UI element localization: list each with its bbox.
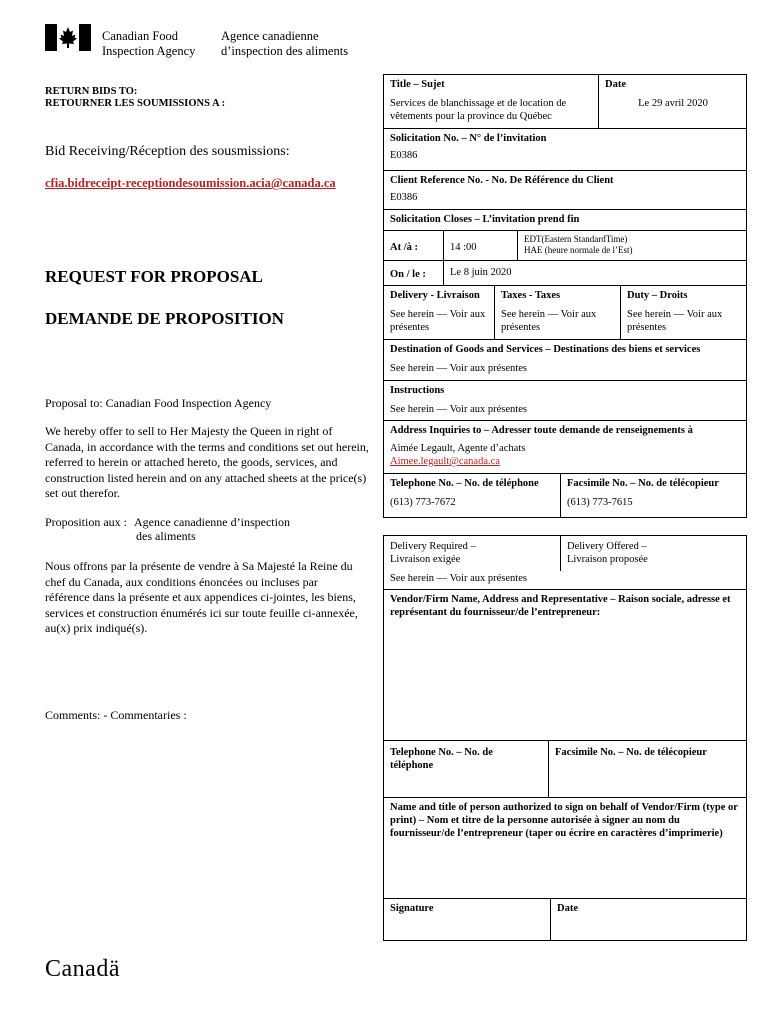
title-field xyxy=(384,75,598,126)
return-bids-heading xyxy=(45,86,225,110)
comments-label: Comments: - Commentaries : xyxy=(45,708,187,722)
client-ref-label: Client Reference No. - No. De Référence du Client xyxy=(390,175,614,186)
vendor-name-input[interactable] xyxy=(384,622,746,738)
closing-date-value: Le 8 juin 2020 xyxy=(450,267,512,278)
taxes-label: Taxes - Taxes xyxy=(501,290,561,301)
proposal-to-fr-line1: Agence canadienne d’inspection xyxy=(134,515,290,529)
solicitation-value: E0386 xyxy=(390,150,418,161)
rfp-title-en: REQUEST FOR PROPOSAL xyxy=(45,267,263,286)
canada-wordmark: Canadä xyxy=(45,956,120,982)
date-field xyxy=(599,75,747,113)
agency-name-en xyxy=(102,29,195,59)
agency-en-line1: Canadian Food xyxy=(102,29,179,43)
facsimile-field xyxy=(561,474,747,512)
bid-receiving-label: Bid Receiving/Réception des sousmissions: xyxy=(45,144,290,159)
duty-value: See herein — Voir aux présentes xyxy=(627,309,723,333)
date-value: Le 29 avril 2020 xyxy=(638,98,708,109)
telephone-value: (613) 773-7672 xyxy=(390,497,456,508)
instructions-label: Instructions xyxy=(390,385,445,396)
timezone-line2: HAE (heure normale de l’Est) xyxy=(524,245,633,255)
vendor-facsimile-label: Facsimile No. – No. de télécopieur xyxy=(555,747,707,758)
client-reference-field xyxy=(384,171,746,207)
taxes-value: See herein — Voir aux présentes xyxy=(501,309,597,333)
vendor-name-label: Vendor/Firm Name, Address and Representative – Raison sociale, adresse et représentant du fournisseur/de l’entrepreneur: xyxy=(390,594,731,618)
signature-date-label: Date xyxy=(557,903,578,914)
taxes-field xyxy=(495,286,620,337)
destination-value: See herein — Voir aux présentes xyxy=(390,363,527,374)
solicitation-closes-label: Solicitation Closes – L’invitation prend fin xyxy=(390,214,580,225)
vendor-telephone-label: Telephone No. – No. de téléphone xyxy=(390,747,493,771)
agency-name-fr xyxy=(221,29,348,59)
signature-label: Signature xyxy=(390,903,434,914)
telephone-field xyxy=(384,474,560,512)
rfp-title-fr: DEMANDE DE PROPOSITION xyxy=(45,309,284,328)
timezone-line1: EDT(Eastern StandardTime) xyxy=(524,234,628,244)
inquiries-field xyxy=(384,421,746,471)
telephone-label: Telephone No. – No. de téléphone xyxy=(390,478,539,489)
duty-label: Duty – Droits xyxy=(627,290,688,301)
proposal-to-fr-line2: des aliments xyxy=(136,529,196,543)
inquiries-label: Address Inquiries to – Adresser toute demande de renseignements à xyxy=(390,425,693,436)
instructions-value: See herein — Voir aux présentes xyxy=(390,404,527,415)
solicitation-number-field xyxy=(384,129,746,165)
date-label: Date xyxy=(605,79,626,90)
solicitation-label: Solicitation No. – N° de l’invitation xyxy=(390,133,547,144)
proposal-to-en: Proposal to: Canadian Food Inspection Agency xyxy=(45,396,272,410)
delivery-required-label: Delivery Required – Livraison exigée xyxy=(390,541,476,565)
title-value: Services de blanchissage et de location de vêtements pour la province du Québec xyxy=(390,98,567,122)
facsimile-label: Facsimile No. – No. de télécopieur xyxy=(567,478,719,489)
facsimile-value: (613) 773-7615 xyxy=(567,497,633,508)
agency-en-line2: Inspection Agency xyxy=(102,44,196,58)
closing-time-label: At /à : xyxy=(390,242,418,253)
offer-text-fr: Nous offrons par la présente de vendre à Sa Majesté la Reine du chef du Canada, aux conditions énoncées ou incluses par référence dans la présente et aux appendices ci-jointes, les biens, services et construction énumérés ici sur toute feuille ci-annexée, au(x) prix indiqué(s). xyxy=(45,559,358,635)
title-label: Title – Sujet xyxy=(390,79,445,90)
destination-label: Destination of Goods and Services – Destinations des biens et services xyxy=(390,344,701,355)
inquiries-name: Aimée Legault, Agente d’achats xyxy=(390,443,526,454)
delivery-offered-label: Delivery Offered – Livraison proposée xyxy=(567,541,648,565)
delivery-label: Delivery - Livraison xyxy=(390,290,480,301)
inquiries-email[interactable]: Aimee.legault@canada.ca xyxy=(390,456,500,467)
instructions-field xyxy=(384,381,746,419)
agency-fr-line2: d’inspection des aliments xyxy=(221,44,349,58)
authorized-person-label: Name and title of person authorized to sign on behalf of Vendor/Firm (type or print) – Nom et titre de la personne autorisée à signer au nom du fournisseur/de l’entrepreneur (taper ou écrire en caractères d’imprimerie) xyxy=(390,802,738,839)
agency-fr-line1: Agence canadienne xyxy=(221,29,319,43)
proposal-to-fr-label: Proposition aux : xyxy=(45,515,128,529)
canada-flag-logo xyxy=(45,24,91,51)
closing-date-label: On / le : xyxy=(390,269,426,280)
delivery-required-value: See herein — Voir aux présentes xyxy=(390,573,527,584)
delivery-value: See herein — Voir aux présentes xyxy=(390,309,486,333)
duty-field xyxy=(621,286,747,337)
return-bids-en: RETURN BIDS TO: xyxy=(45,86,138,97)
timezone-note xyxy=(518,231,746,259)
offer-text-en: We hereby offer to sell to Her Majesty the Queen in right of Canada, in accordance with the terms and conditions set out herein, referred to herein or attached hereto, the goods, services, and construction listed herein and on any attached sheets at the price(s) set out therefor. xyxy=(45,424,369,500)
return-bids-fr: RETOURNER LES SOUMISSIONS A : xyxy=(45,98,226,109)
bid-receiving-email[interactable]: cfia.bidreceipt-receptiondesoumission.acia@canada.ca xyxy=(45,176,336,190)
delivery-field xyxy=(384,286,494,337)
client-ref-value: E0386 xyxy=(390,192,418,203)
closing-time-value: 14 :00 xyxy=(450,242,477,253)
destination-field xyxy=(384,340,746,378)
